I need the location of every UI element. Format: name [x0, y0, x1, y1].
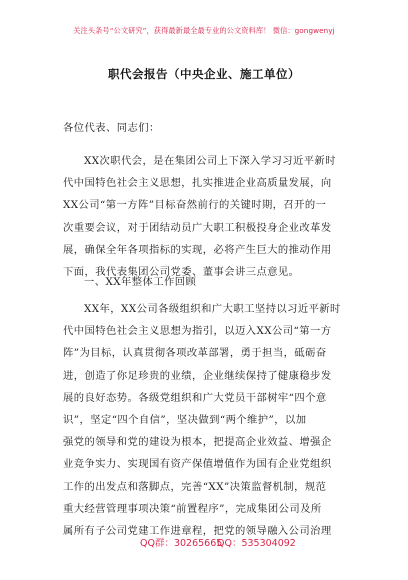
section-heading-text: 一、XX年整体工作回顾	[84, 276, 197, 288]
paragraph-line: 下面，我代表集团公司党委、董事会讲三点意见。	[63, 265, 300, 278]
paragraph-line: XX公司“第一方阵”目标奋然前行的关键时期，召开的一	[63, 199, 327, 212]
paragraph-line: 进，创造了你足珍贵的业绩，企业继续保持了健康稳步发	[63, 369, 332, 382]
paragraph-line: 强党的领导和党的建设为根本，把提高企业效益、增强企	[63, 436, 332, 449]
paragraph-line: 次重要会议，对于团结动员广大职工积极投身企业改革发	[63, 221, 332, 234]
paragraph-line: 工作的出发点和落脚点，完善“XX”决策监督机制，规范	[63, 480, 327, 493]
paragraph-2	[63, 298, 349, 542]
paragraph-1	[63, 150, 349, 283]
paragraph-line: 阵”为目标，认真贯彻各项改革部署，勇于担当，砥砺奋	[63, 347, 327, 360]
paragraph-line: 重大经营管理事项决策“前置程序”，完成集团公司及所	[63, 502, 322, 515]
paragraph-line: 代中国特色社会主义思想为指引，以迈入XX公司“第一方	[63, 325, 332, 338]
section-heading	[63, 271, 349, 293]
paragraph-line: 业竞争实力、实现国有资产保值增值作为国有企业党组织	[63, 458, 332, 471]
document-title: 职代会报告（中央企业、施工单位）	[108, 67, 300, 81]
footer-qq-group: QQ群：30265665	[140, 538, 223, 549]
paragraph-line: 识”，坚定“四个自信”，坚决做到“两个维护”，以加	[63, 413, 307, 426]
paragraph-line: 展，确保全年各项指标的实现，必将产生巨大的推动作用	[63, 243, 332, 256]
paragraph-line: 展的良好态势。各级党组织和广大党员干部树牢“四个意	[63, 391, 327, 404]
paragraph-line: XX次职代会，是在集团公司上下深入学习习近平新时	[84, 155, 336, 167]
paragraph-line: 属所有子公司党建工作进章程，把党的领导融入公司治理	[63, 524, 332, 537]
header-banner: 关注头条号“公文研究”，获得最新最全最专业的公文资料库！ 微信：gongwenyj	[73, 26, 335, 35]
paragraph-line: XX年，XX公司各级组织和广大职工坚持以习近平新时	[84, 303, 341, 315]
salutation: 各位代表、同志们：	[63, 122, 160, 134]
paragraph-line: 代中国特色社会主义思想，扎实推进企业高质量发展，向	[63, 177, 332, 190]
footer-qq-contact: QQ：535304092	[217, 538, 296, 549]
